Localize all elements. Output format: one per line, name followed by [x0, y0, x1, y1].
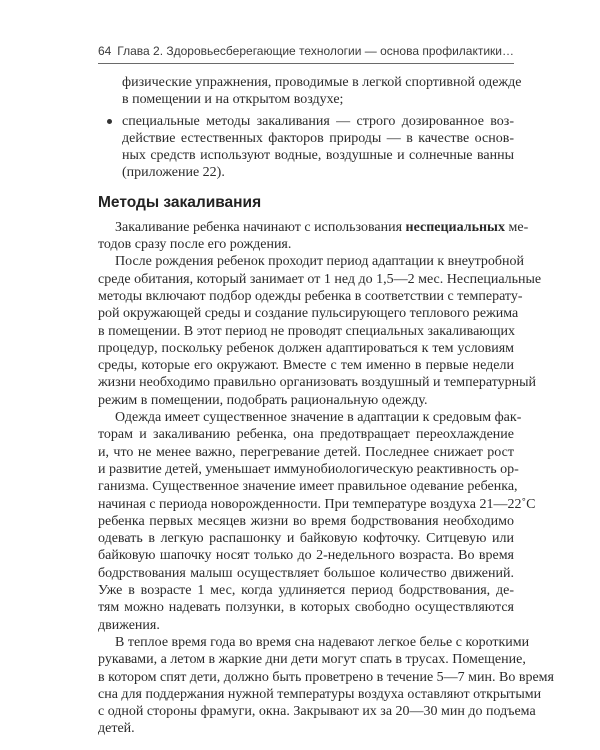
- text-line: рукавами, а летом в жаркие дни дети могут спать в трусах. Помещение,: [98, 652, 526, 668]
- text-line: В теплое время года во время сна надевают легкое белье с короткими: [115, 634, 530, 650]
- text-line: (приложение 22).: [122, 165, 225, 181]
- text-line: жизни необходимо правильно организовать воздушный и температурный: [98, 375, 537, 391]
- text-line: тодов сразу после его рождения.: [98, 237, 292, 253]
- text-line: процедур, поскольку ребенок должен адаптироваться к тем условиям: [98, 340, 514, 356]
- bullet-marker: [107, 119, 112, 124]
- text-line: в котором спят дети, должно быть проветрено в течение 5—7 мин. Во время: [98, 669, 554, 685]
- list-item-continuation: [98, 74, 522, 109]
- text-line: бодрствования малыш осуществляет большое количество движений.: [98, 565, 514, 581]
- emphasis-term: неспециальных: [405, 219, 505, 235]
- text-line: движения.: [98, 617, 160, 633]
- page-number: 64: [98, 44, 112, 58]
- text-line: с одной стороны фрамуги, окна. Закрывают их за 20—30 мин до подъема: [98, 704, 536, 720]
- text-line: ганизма. Существенное значение имеет правильное одевание ребенка,: [98, 479, 518, 495]
- text-line: После рождения ребенок проходит период адаптации к внеутробной: [115, 254, 524, 270]
- text-line: начиная с периода новорожденности. При температуре воздуха 21—22˚С: [98, 496, 536, 512]
- text-line: детей.: [98, 721, 135, 737]
- text-line: ребенка первых месяцев жизни во время бодрствования необходимо: [98, 513, 514, 529]
- text-line: и, что не менее важно, перегревание детей. Последнее снижает рост: [98, 444, 514, 460]
- list-item: [98, 113, 514, 182]
- text-line: специальные методы закаливания — строго дозированное воз-: [122, 113, 514, 129]
- text-line: Уже в возрасте 1 мес, когда удлиняется период бодрствования, де-: [98, 583, 514, 599]
- paragraph: [98, 634, 554, 738]
- text-line: одевать в легкую распашонку и байковую кофточку. Ситцевую или: [98, 531, 514, 547]
- text-line: торам и закаливанию ребенка, она предотвращает переохлаждение: [98, 427, 514, 443]
- text-line: Одежда имеет существенное значение в адаптации к средовым фак-: [115, 410, 522, 426]
- section-heading: Методы закаливания: [98, 193, 262, 211]
- chapter-title: Глава 2. Здоровьесберегающие технологии — основа профилактики…: [117, 44, 514, 58]
- text-line: в помещении. В этот период не проводят специальных закаливающих: [98, 323, 516, 339]
- text-line: режим в помещении, подобрать рациональную одежду.: [98, 392, 428, 408]
- paragraph: [98, 409, 536, 634]
- text-line: сна для поддержания нужной температуры воздуха оставляют открытыми: [98, 686, 542, 702]
- text-line: байковую шапочку носят только до 2-недельного возраста. Во время: [98, 548, 514, 564]
- header-rule: [98, 63, 514, 64]
- text-line: среды, которые его окружают. Вместе с тем именно в первые недели: [98, 358, 514, 374]
- paragraph: [98, 219, 529, 254]
- text-line: тям можно надевать ползунки, в которых свободно осуществляются: [98, 600, 514, 616]
- body-text: [98, 74, 554, 738]
- text-line: действие естественных факторов природы — в качестве основ-: [122, 130, 514, 146]
- text-line: рой окружающей среды и создание пульсирующего теплового режима: [98, 306, 519, 322]
- text-line: и развитие детей, уменьшает иммунобиологическую реактивность ор-: [98, 461, 519, 477]
- paragraph: [98, 253, 542, 409]
- text-line: в помещении и на открытом воздухе;: [122, 92, 344, 108]
- text-line: методы включают подбор одежды ребенка в соответствии с температу-: [98, 288, 523, 304]
- text-line: Закаливание ребенка начинают с использования неспециальных ме-: [115, 219, 529, 235]
- text-line: среде обитания, который занимает от 1 нед до 1,5—2 мес. Неспециальные: [98, 271, 542, 287]
- text-line: физические упражнения, проводимые в легкой спортивной одежде: [122, 75, 522, 90]
- text-line: ных средств используют водные, воздушные и солнечные ванны: [122, 148, 514, 164]
